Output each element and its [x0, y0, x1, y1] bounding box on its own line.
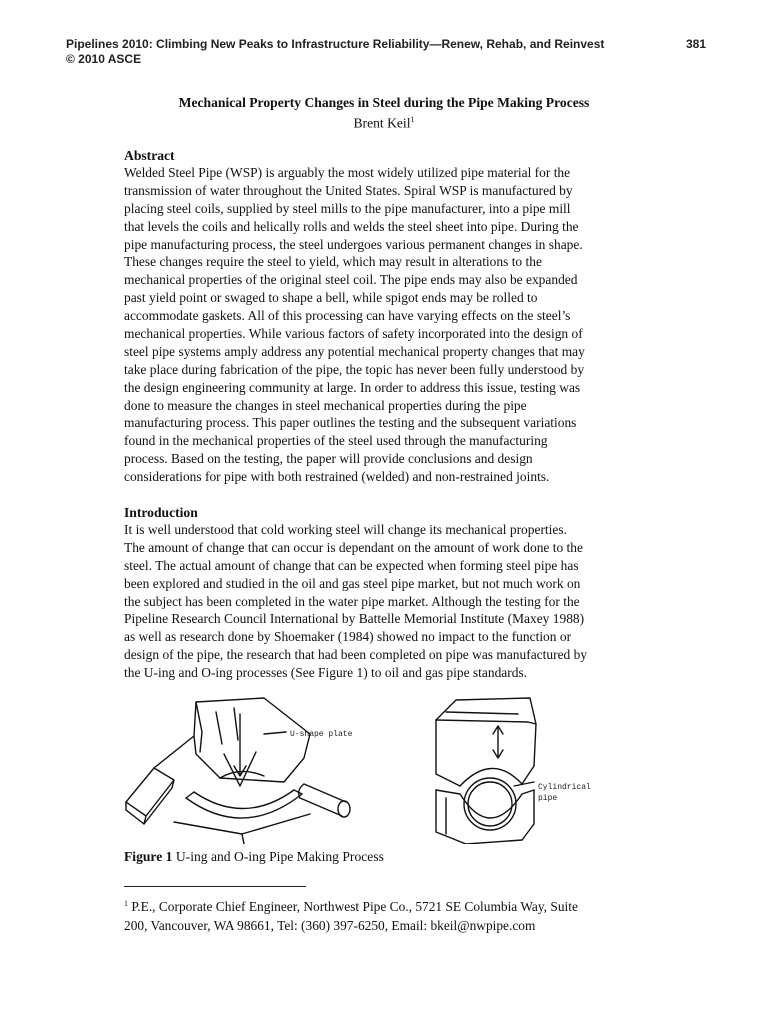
footnote-line: P.E., Corporate Chief Engineer, Northwest Pipe Co., 5721 SE Columbia Way, Suite: [128, 899, 578, 914]
abstract-line: mechanical properties. While various factors of safety incorporated into the design of: [124, 326, 583, 342]
abstract-line: mechanical properties of the original steel coil. The pipe ends may also be expanded: [124, 272, 578, 288]
author-name: Brent Keil: [353, 115, 411, 131]
abstract-line: the design engineering community at large. In order to address this issue, testing was: [124, 379, 581, 395]
introduction-line: Pipeline Research Council International by Battelle Memorial Institute (Maxey 1988): [124, 611, 585, 627]
introduction-line: The amount of change that can occur is dependant on the amount of work done to the: [124, 539, 583, 555]
footnote: [124, 894, 649, 935]
figure-caption-label: Figure 1: [124, 849, 173, 864]
introduction-line: design of the pipe, the research that had been completed on pipe was manufactured by: [124, 647, 588, 663]
abstract-line: found in the mechanical properties of the steel used through the manufacturing: [124, 433, 548, 449]
introduction-heading: Introduction: [124, 505, 198, 520]
footnote-divider: [124, 886, 306, 887]
cylindrical-pipe-label-line1: Cylindrical: [538, 783, 591, 792]
paper-author: [124, 111, 644, 132]
abstract-line: done to measure the changes in steel mechanical properties during the pipe: [124, 397, 527, 413]
introduction-body: [124, 521, 649, 682]
abstract-line: process. Based on the testing, the paper will provide conclusions and design: [124, 451, 533, 467]
author-footnote-mark: 1: [410, 115, 415, 124]
introduction-line: steel. The actual amount of change that can be expected when forming steel pipe has: [124, 557, 579, 573]
introduction-line: the subject has been completed in the water pipe market. Although the testing for the: [124, 593, 580, 609]
introduction-line: been explored and studied in the oil and gas steel pipe market, but not much work on: [124, 575, 581, 591]
figure-caption: [124, 848, 384, 865]
abstract-heading: Abstract: [124, 148, 175, 163]
abstract-line: past yield point or swaged to shape a bell, while spigot ends may be rolled to: [124, 290, 538, 306]
cylindrical-pipe-label-line2: pipe: [538, 794, 558, 803]
abstract-line: These changes require the steel to yield, which may result in alterations to the: [124, 254, 542, 270]
u-shape-plate-label: U-shape plate: [290, 730, 353, 739]
abstract-line: take place during fabrication of the pipe, the topic has never been fully understood by: [124, 361, 585, 377]
abstract-line: transmission of water throughout the United States. Spiral WSP is manufactured by: [124, 182, 573, 198]
abstract-line: manufacturing process. This paper outlines the testing and the subsequent variations: [124, 415, 577, 431]
footnote-mark: 1: [124, 899, 128, 908]
paper-title: Mechanical Property Changes in Steel during the Pipe Making Process: [178, 95, 590, 110]
introduction-line: It is well understood that cold working steel will change its mechanical properties.: [124, 522, 567, 537]
page-header: [66, 37, 706, 67]
abstract-line: pipe manufacturing process, the steel undergoes various permanent changes in shape.: [124, 236, 583, 252]
introduction-line: as well as research done by Shoemaker (1984) showed no impact to the function or: [124, 629, 572, 645]
page-number: 381: [685, 37, 706, 51]
figure-1-drawing: [124, 694, 634, 844]
u-ing-illustration: [126, 698, 350, 844]
abstract-line: placing steel coils, supplied by steel mills to the pipe manufacturer, into a pipe mill: [124, 200, 571, 216]
copyright-notice: © 2010 ASCE: [66, 52, 142, 66]
abstract-body: [124, 164, 649, 486]
abstract-line: Welded Steel Pipe (WSP) is arguably the most widely utilized pipe material for the: [124, 165, 571, 180]
figure-caption-text: U-ing and O-ing Pipe Making Process: [172, 849, 384, 864]
abstract-line: considerations for pipe with both restrained (welded) and non-restrained joints.: [124, 469, 550, 485]
figure-1: [124, 694, 634, 844]
introduction-line: the U-ing and O-ing processes (See Figure 1) to oil and gas pipe standards.: [124, 665, 528, 681]
proceedings-title: Pipelines 2010: Climbing New Peaks to Infrastructure Reliability—Renew, Rehab, and Reinvest: [66, 37, 605, 51]
footnote-line: 200, Vancouver, WA 98661, Tel: (360) 397-6250, Email: bkeil@nwpipe.com: [124, 918, 536, 933]
o-ing-illustration: [436, 698, 536, 844]
abstract-line: accommodate gaskets. All of this processing can have varying effects on the steel’s: [124, 308, 571, 324]
abstract-line: steel pipe systems amply address any potential mechanical property changes that may: [124, 343, 585, 359]
abstract-line: that levels the coils and helically rolls and welds the steel sheet into pipe. During the: [124, 218, 579, 234]
